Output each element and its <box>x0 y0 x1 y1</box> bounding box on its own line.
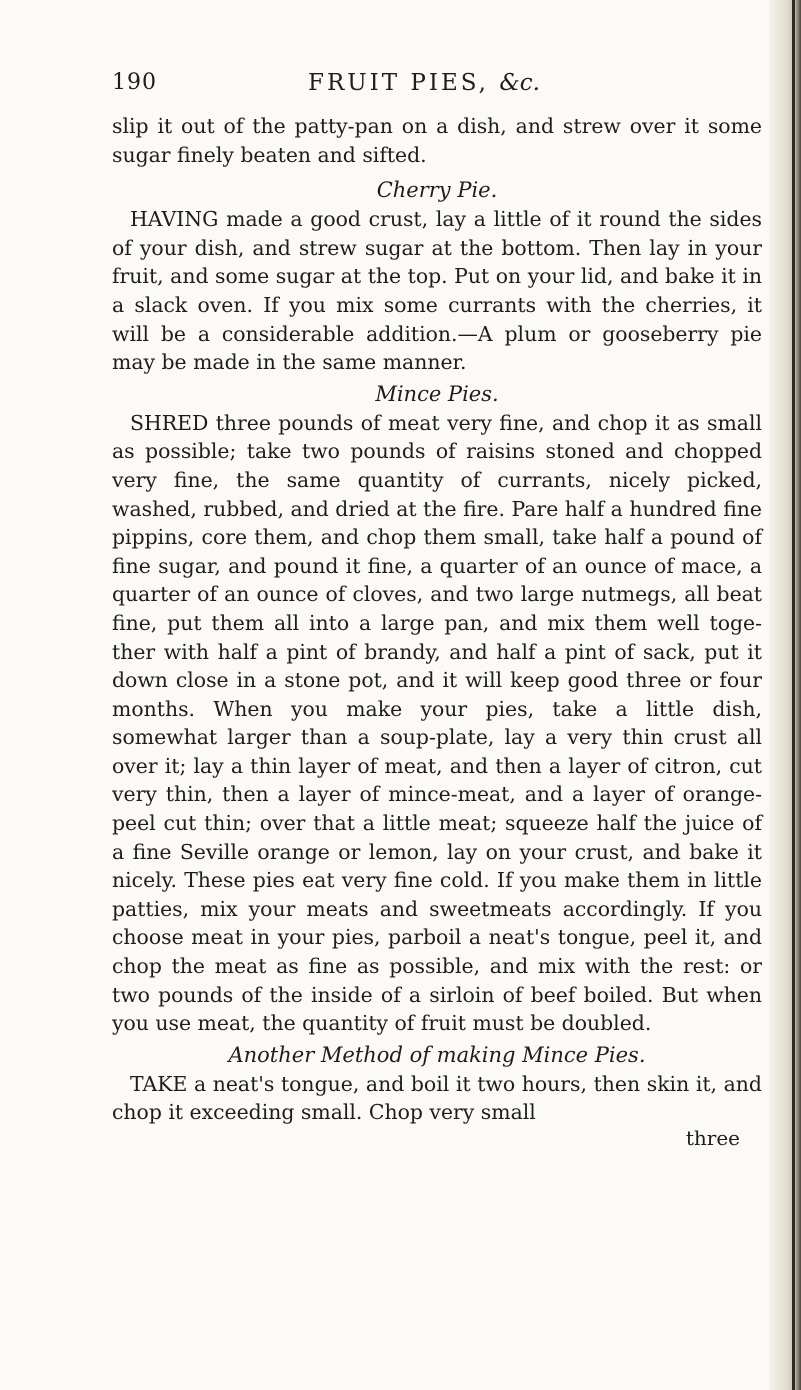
section-body-mince-pies: SHRED three pounds of meat very fine, and chop it as small as possible; take two pounds of raisins stoned and chopped very fine, the same quantity of currants, nicely picked, washed, rubbed, and dried at the fire. Pare half a hundred fine pippins, core them, and chop them small, take half a pound of fine sugar, and pound it fine, a quarter of an ounce of mace, a quarter of an ounce of cloves, and two large nutmegs, all beat fine, put them all into a large pan, and mix them well toge-ther with half a pint of brandy, and half a pint of sack, put it down close in a stone pot, and it will keep good three or four months. When you make your pies, take a little dish, somewhat larger than a soup-plate, lay a very thin crust all over it; lay a thin layer of meat, and then a layer of citron, cut very thin, then a layer of mince-meat, and a layer of orange-peel cut thin; over that a little meat; squeeze half the juice of a fine Seville orange or lemon, lay on your crust, and bake it nicely. These pies eat very fine cold. If you make them in little patties, mix your meats and sweetmeats accordingly. If you choose meat in your pies, parboil a neat's tongue, peel it, and chop the meat as fine as possible, and mix with the rest: or two pounds of the inside of a sirloin of beef boiled. But when you use meat, the quantity of fruit must be doubled. <box>112 410 762 1036</box>
page-number: 190 <box>112 70 157 95</box>
catchword: three <box>685 1126 740 1150</box>
running-head-etc: &c. <box>499 70 540 96</box>
page-header <box>112 70 762 104</box>
section-title-another-method: Another Method of making Mince Pies. <box>228 1042 646 1067</box>
continuation-paragraph: slip it out of the patty-pan on a dish, and strew over it some sugar finely beaten and sifted. <box>112 114 762 167</box>
section-title-cherry-pie: Cherry Pie. <box>376 178 498 203</box>
binding-line <box>792 0 795 1390</box>
book-page <box>112 70 762 1149</box>
running-head <box>308 70 540 96</box>
section-title-mince-pies: Mince Pies. <box>375 381 499 406</box>
page-edge <box>769 0 801 1390</box>
section-body-another-method: TAKE a neat's tongue, and boil it two hours, then skin it, and chop it exceeding small. Chop very small <box>112 1071 762 1125</box>
running-head-title: FRUIT PIES, <box>308 70 489 96</box>
section-body-cherry-pie: HAVING made a good crust, lay a little of it round the sides of your dish, and strew sugar at the bottom. Then lay in your fruit, and some sugar at the top. Put on your lid, and bake it in a slack oven. If you mix some currants with the cherries, it will be a considerable addition.—A plum or gooseberry pie may be made in the same manner. <box>112 207 762 375</box>
